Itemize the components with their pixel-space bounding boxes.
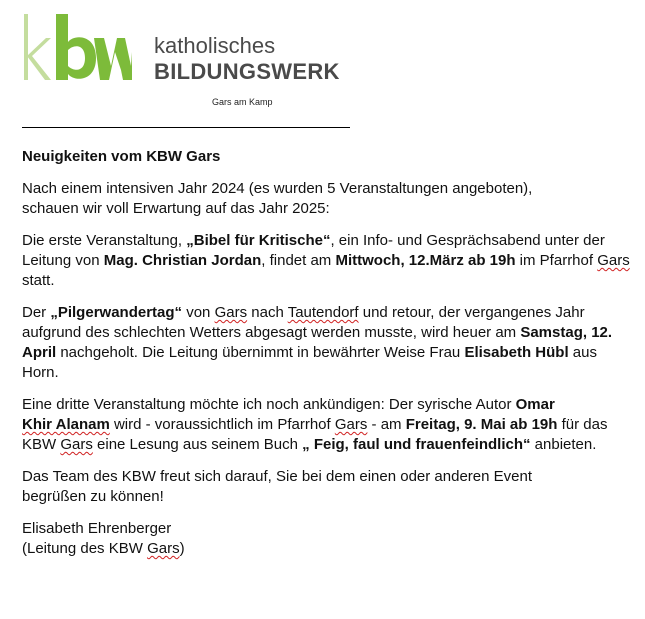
place-name: Tautendorf [287, 304, 359, 321]
kbw-logo-mark-icon [22, 12, 132, 92]
text: - am [367, 416, 406, 433]
paragraph-closing [22, 467, 632, 507]
text: im Pfarrhof [515, 252, 598, 269]
text: wird - voraussichtlich im Pfarrhof [109, 416, 335, 433]
event-1-title: „Bibel für Kritische“ [186, 232, 331, 249]
logo-text-katholisches: katholisches [154, 33, 276, 58]
signature-role: ) [179, 540, 185, 557]
signature-role: (Leitung des KBW [22, 540, 148, 557]
place-name: Gars [147, 540, 180, 557]
closing-line-1: Das Team des KBW freut sich darauf, Sie bei dem einen oder anderen Event [22, 468, 533, 485]
divider-line [22, 127, 350, 128]
event-3-book-title: „ Feig, faul und frauenfeindlich“ [302, 436, 531, 453]
place-name: Gars [60, 436, 93, 453]
place-name: Gars [334, 416, 368, 433]
text: statt. [22, 272, 55, 289]
intro-line-1: Nach einem intensiven Jahr 2024 (es wurden 5 Veranstaltungen angeboten), [22, 180, 533, 197]
text: , findet am [261, 252, 336, 269]
letter-heading: Neuigkeiten vom KBW Gars [22, 148, 221, 165]
paragraph-event-1 [22, 231, 632, 291]
paragraph-event-2 [22, 303, 632, 383]
text: eine Lesung aus seinem Buch [92, 436, 303, 453]
text: und retour, der vergangenes Jahr aufgrund des schlechten Wetters abgesagt werden musste, wird heuer am [22, 304, 585, 341]
place-name: Gars [597, 252, 630, 269]
text: , ein Info- und Gesprächsabend unter der Leitung von [22, 232, 605, 269]
event-2-date: Samstag, 12. April [22, 324, 613, 361]
event-1-leader: Mag. Christian Jordan [103, 252, 262, 269]
event-3-author: Omar [515, 396, 555, 413]
text: für das KBW [22, 416, 608, 453]
text: aus Horn. [22, 344, 597, 381]
intro-line-2: schauen wir voll Erwartung auf das Jahr 2025: [22, 200, 330, 217]
text: von [182, 304, 215, 321]
event-3-author: Khir Alanam [22, 416, 110, 433]
text: Die erste Veranstaltung, [22, 232, 187, 249]
event-3-date: Freitag, 9. Mai ab 19h [405, 416, 558, 433]
kbw-logo [22, 12, 340, 92]
event-2-title: „Pilgerwandertag“ [50, 304, 183, 321]
text: Eine dritte Veranstaltung möchte ich noch ankündigen: Der syrische Autor [22, 396, 516, 413]
text: nach [247, 304, 288, 321]
paragraph-intro [22, 179, 632, 219]
place-name: Gars [214, 304, 248, 321]
closing-line-2: begrüßen zu können! [22, 488, 164, 505]
logo-text-bildungswerk: BILDUNGSWERK [154, 59, 340, 84]
location-subtitle: Gars am Kamp [212, 97, 273, 107]
signature-name: Elisabeth Ehrenberger [22, 520, 172, 537]
event-2-leader: Elisabeth Hübl [464, 344, 569, 361]
text: anbieten. [530, 436, 597, 453]
text: nachgeholt. Die Leitung übernimmt in bewährter Weise Frau [56, 344, 465, 361]
event-1-date: Mittwoch, 12.März ab 19h [335, 252, 516, 269]
text: Der [22, 304, 51, 321]
signature [22, 519, 632, 559]
letter-body [22, 147, 632, 571]
paragraph-event-3 [22, 395, 632, 455]
